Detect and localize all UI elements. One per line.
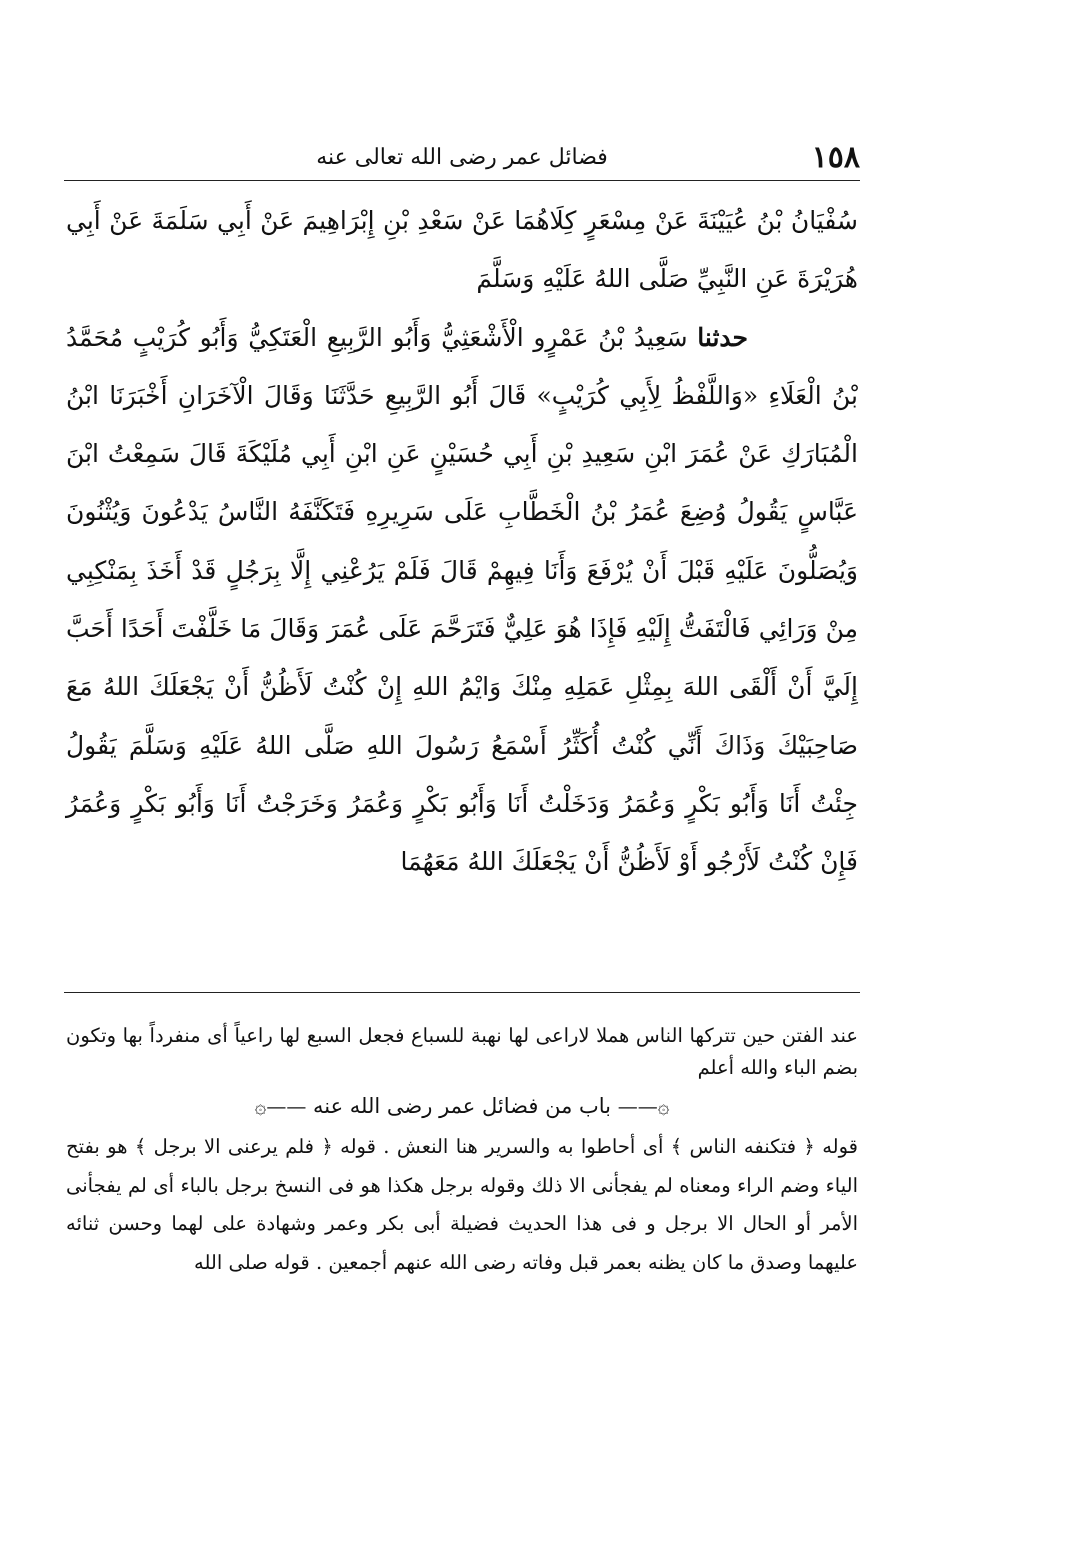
main-hadith-text [66, 192, 858, 892]
chapter-heading [66, 1084, 858, 1128]
running-title: فضائل عمر رضى الله تعالى عنه [316, 145, 608, 170]
commentary-note: قوله ﴿ فتكنفه الناس ﴾ أى أحاطوا به والسرير هنا النعش . قوله ﴿ فلم يرعنى الا برجل ﴾ هو بفتح الياء وضم الراء ومعناه لم يفجأنى الا ذلك وقوله برجل هكذا هو فى النسخ برجل بالباء أى لم يفجأنى الأمر أو الحال الا برجل و فى هذا الحديث فضيلة أبى بكر وعمر وشهادة على لهما وحسن ثنائه عليهما وصدق ما كان يظنه بعمر قبل وفاته رضى الله عنهم أجمعين . قوله صلى الله [66, 1135, 858, 1274]
hadith-lead: حدثنا [697, 322, 748, 352]
previous-note: عند الفتن حين تتركها الناس هملا لاراعى لها نهبة للسباع فجعل السبع لها راعياً أى منفرداً بها وتكون بضم الباء والله أعلم [66, 1024, 858, 1079]
header-rule [64, 180, 860, 181]
commentary-section [66, 1020, 858, 1282]
chain-continued: سُفْيَانُ بْنُ عُيَيْنَةَ عَنْ مِسْعَرٍ كِلَاهُمَا عَنْ سَعْدِ بْنِ إِبْرَاهِيمَ عَنْ أَبِي سَلَمَةَ عَنْ أَبِي هُرَيْرَةَ عَنِ النَّبِيِّ صَلَّى اللهُ عَلَيْهِ وَسَلَّمَ [66, 206, 858, 294]
hadith-paragraph [66, 309, 858, 892]
page-number: ١٥٨ [811, 140, 860, 175]
page-header [64, 138, 860, 178]
chapter-heading-text: باب من فضائل عمر رضى الله عنه [313, 1094, 611, 1118]
hadith-body: سَعِيدُ بْنُ عَمْرٍو الْأَشْعَثِيُّ وَأَبُو الرَّبِيعِ الْعَتَكِيُّ وَأَبُو كُرَيْبٍ مُحَمَّدُ بْنُ الْعَلَاءِ «وَاللَّفْظُ لِأَبِي كُرَيْبٍ» قَالَ أَبُو الرَّبِيعِ حَدَّثَنَا وَقَالَ الْآخَرَانِ أَخْبَرَنَا ابْنُ الْمُبَارَكِ عَنْ عُمَرَ ابْنِ سَعِيدِ بْنِ أَبِي حُسَيْنٍ عَنِ ابْنِ أَبِي مُلَيْكَةَ قَالَ سَمِعْتُ ابْنَ عَبَّاسٍ يَقُولُ وُضِعَ عُمَرُ بْنُ الْخَطَّابِ عَلَى سَرِيرِهِ فَتَكَنَّفَهُ النَّاسُ يَدْعُونَ وَيُثْنُونَ وَيُصَلُّونَ عَلَيْهِ قَبْلَ أَنْ يُرْفَعَ وَأَنَا فِيهِمْ قَالَ فَلَمْ يَرُعْنِي إِلَّا بِرَجُلٍ قَدْ أَخَذَ بِمَنْكِبِي مِنْ وَرَائِي فَالْتَفَتُّ إِلَيْهِ فَإِذَا هُوَ عَلِيٌّ فَتَرَحَّمَ عَلَى عُمَرَ وَقَالَ مَا خَلَّفْتَ أَحَدًا أَحَبَّ إِلَيَّ أَنْ أَلْقَى اللهَ بِمِثْلِ عَمَلِهِ مِنْكَ وَايْمُ اللهِ إِنْ كُنْتُ لَأَظُنُّ أَنْ يَجْعَلَكَ اللهُ مَعَ صَاحِبَيْكَ وَذَاكَ أَنِّي كُنْتُ أُكَثِّرُ أَسْمَعُ رَسُولَ اللهِ صَلَّى اللهُ عَلَيْهِ وَسَلَّمَ يَقُولُ جِئْتُ أَنَا وَأَبُو بَكْرٍ وَعُمَرُ وَدَخَلْتُ أَنَا وَأَبُو بَكْرٍ وَعُمَرُ وَخَرَجْتُ أَنَا وَأَبُو بَكْرٍ وَعُمَرُ فَإِنْ كُنْتُ لَأَرْجُو أَوْ لَأَظُنُّ أَنْ يَجْعَلَكَ اللهُ مَعَهُمَا [66, 322, 858, 877]
ornament-right: ۞—— [617, 1094, 670, 1118]
footnote-rule [64, 992, 860, 993]
ornament-left: ——۞ [254, 1094, 307, 1118]
